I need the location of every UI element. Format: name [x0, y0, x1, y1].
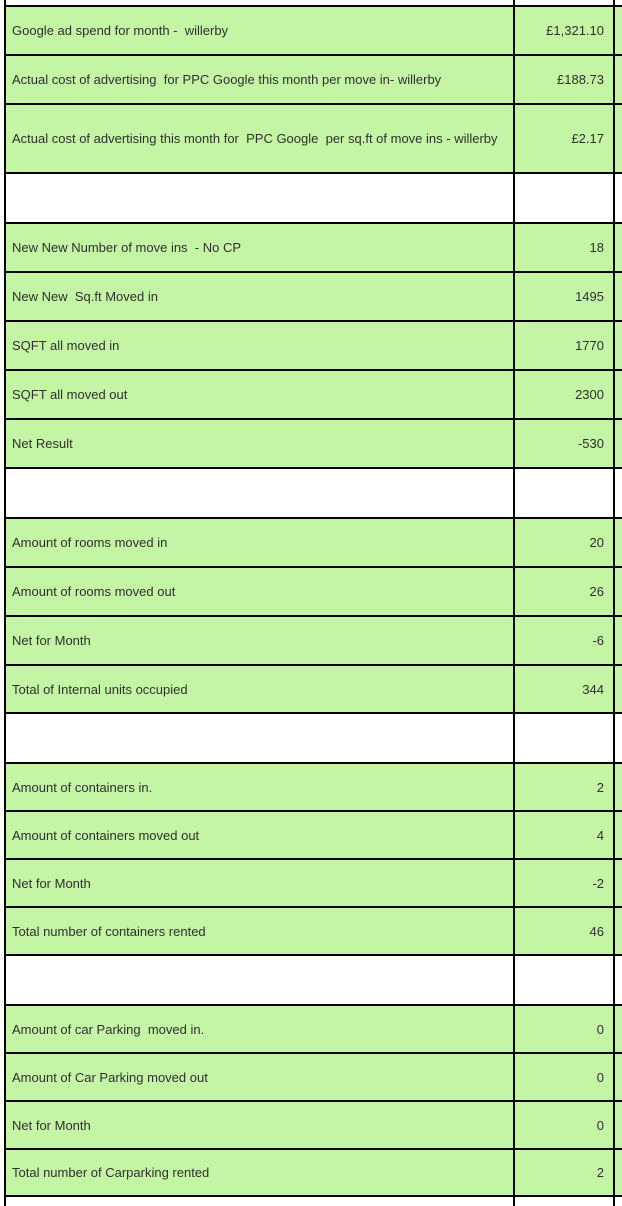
cell-label[interactable]: Actual cost of advertising for PPC Google this month per move in- willerby [6, 56, 515, 103]
table-row [6, 812, 622, 860]
cell-label[interactable]: Amount of containers in. [6, 764, 515, 810]
cell-value[interactable]: 26 [515, 568, 615, 615]
right-edge-sliver [615, 7, 622, 54]
cell-label[interactable]: Amount of containers moved out [6, 812, 515, 858]
table-row [6, 420, 622, 469]
right-edge-sliver [615, 224, 622, 271]
cell-label[interactable]: Net Result [6, 420, 515, 467]
right-edge-sliver [615, 174, 622, 222]
empty-cell [515, 0, 615, 5]
right-edge-sliver [615, 1197, 622, 1206]
empty-cell[interactable] [6, 469, 515, 517]
empty-cell[interactable] [6, 956, 515, 1004]
table-row [6, 1150, 622, 1197]
cell-value[interactable]: 344 [515, 666, 615, 712]
cell-value[interactable]: -530 [515, 420, 615, 467]
table-row [6, 1054, 622, 1102]
right-edge-sliver [615, 56, 622, 103]
cell-label[interactable]: SQFT all moved out [6, 371, 515, 418]
empty-cell[interactable] [6, 714, 515, 762]
spacer-row [6, 956, 622, 1006]
cell-label[interactable]: Net for Month [6, 617, 515, 664]
right-edge-sliver [615, 812, 622, 858]
cell-value[interactable]: -6 [515, 617, 615, 664]
cell-value[interactable]: 1770 [515, 322, 615, 369]
cell-value[interactable]: 0 [515, 1006, 615, 1052]
cell-value[interactable]: 2 [515, 764, 615, 810]
cell-value[interactable]: £188.73 [515, 56, 615, 103]
cell-value[interactable]: 2 [515, 1150, 615, 1195]
cell-label[interactable]: New New Sq.ft Moved in [6, 273, 515, 320]
cell-value[interactable]: 1495 [515, 273, 615, 320]
right-edge-sliver [615, 617, 622, 664]
cell-label[interactable]: Amount of Car Parking moved out [6, 1054, 515, 1100]
right-edge-sliver [615, 714, 622, 762]
spacer-row [6, 174, 622, 224]
partial-row-top [6, 0, 622, 7]
cell-label[interactable]: Total of Internal units occupied [6, 666, 515, 712]
right-edge-sliver [615, 322, 622, 369]
cell-label[interactable]: New New Number of move ins - No CP [6, 224, 515, 271]
cell-label[interactable]: Total number of containers rented [6, 908, 515, 954]
spreadsheet-table [4, 0, 622, 1206]
empty-cell[interactable] [515, 174, 615, 222]
right-edge-sliver [615, 105, 622, 172]
cell-label[interactable]: Actual cost of advertising this month for PPC Google per sq.ft of move ins - willerby [6, 105, 515, 172]
table-row [6, 568, 622, 617]
table-row [6, 764, 622, 812]
cell-value[interactable]: 46 [515, 908, 615, 954]
cell-value[interactable]: 4 [515, 812, 615, 858]
table-row [6, 666, 622, 714]
empty-cell [6, 1197, 515, 1206]
cell-value[interactable]: 18 [515, 224, 615, 271]
spacer-row [6, 714, 622, 764]
right-edge-sliver [615, 519, 622, 566]
table-row [6, 273, 622, 322]
empty-cell [6, 0, 515, 5]
table-row [6, 224, 622, 273]
cell-value[interactable]: 20 [515, 519, 615, 566]
right-edge-sliver [615, 1054, 622, 1100]
right-edge-sliver [615, 666, 622, 712]
table-row [6, 1006, 622, 1054]
cell-label[interactable]: Amount of rooms moved in [6, 519, 515, 566]
right-edge-sliver [615, 764, 622, 810]
right-edge-sliver [615, 908, 622, 954]
table-row [6, 617, 622, 666]
right-edge-sliver [615, 1150, 622, 1195]
table-row [6, 105, 622, 174]
right-edge-sliver [615, 371, 622, 418]
table-row [6, 371, 622, 420]
cell-label[interactable]: SQFT all moved in [6, 322, 515, 369]
cell-label[interactable]: Total number of Carparking rented [6, 1150, 515, 1195]
cell-value[interactable]: £1,321.10 [515, 7, 615, 54]
right-edge-sliver [615, 469, 622, 517]
right-edge-sliver [615, 1102, 622, 1148]
cell-label[interactable]: Google ad spend for month - willerby [6, 7, 515, 54]
spacer-row [6, 469, 622, 519]
empty-cell[interactable] [515, 714, 615, 762]
cell-label[interactable]: Amount of rooms moved out [6, 568, 515, 615]
right-edge-sliver [615, 420, 622, 467]
table-row [6, 7, 622, 56]
right-edge-sliver [615, 860, 622, 906]
partial-row-bottom [6, 1197, 622, 1206]
table-row [6, 322, 622, 371]
cell-value[interactable]: 0 [515, 1102, 615, 1148]
cell-label[interactable]: Amount of car Parking moved in. [6, 1006, 515, 1052]
cell-value[interactable]: 0 [515, 1054, 615, 1100]
table-row [6, 56, 622, 105]
table-row [6, 908, 622, 956]
empty-cell[interactable] [515, 956, 615, 1004]
right-edge-sliver [615, 956, 622, 1004]
empty-cell [515, 1197, 615, 1206]
cell-value[interactable]: -2 [515, 860, 615, 906]
right-edge-sliver [615, 568, 622, 615]
empty-cell[interactable] [6, 174, 515, 222]
cell-label[interactable]: Net for Month [6, 860, 515, 906]
table-row [6, 860, 622, 908]
empty-cell[interactable] [515, 469, 615, 517]
right-edge-sliver [615, 1006, 622, 1052]
right-edge-sliver [615, 273, 622, 320]
table-row [6, 519, 622, 568]
cell-value[interactable]: £2.17 [515, 105, 615, 172]
table-row [6, 1102, 622, 1150]
cell-value[interactable]: 2300 [515, 371, 615, 418]
right-edge-sliver [615, 0, 622, 5]
cell-label[interactable]: Net for Month [6, 1102, 515, 1148]
